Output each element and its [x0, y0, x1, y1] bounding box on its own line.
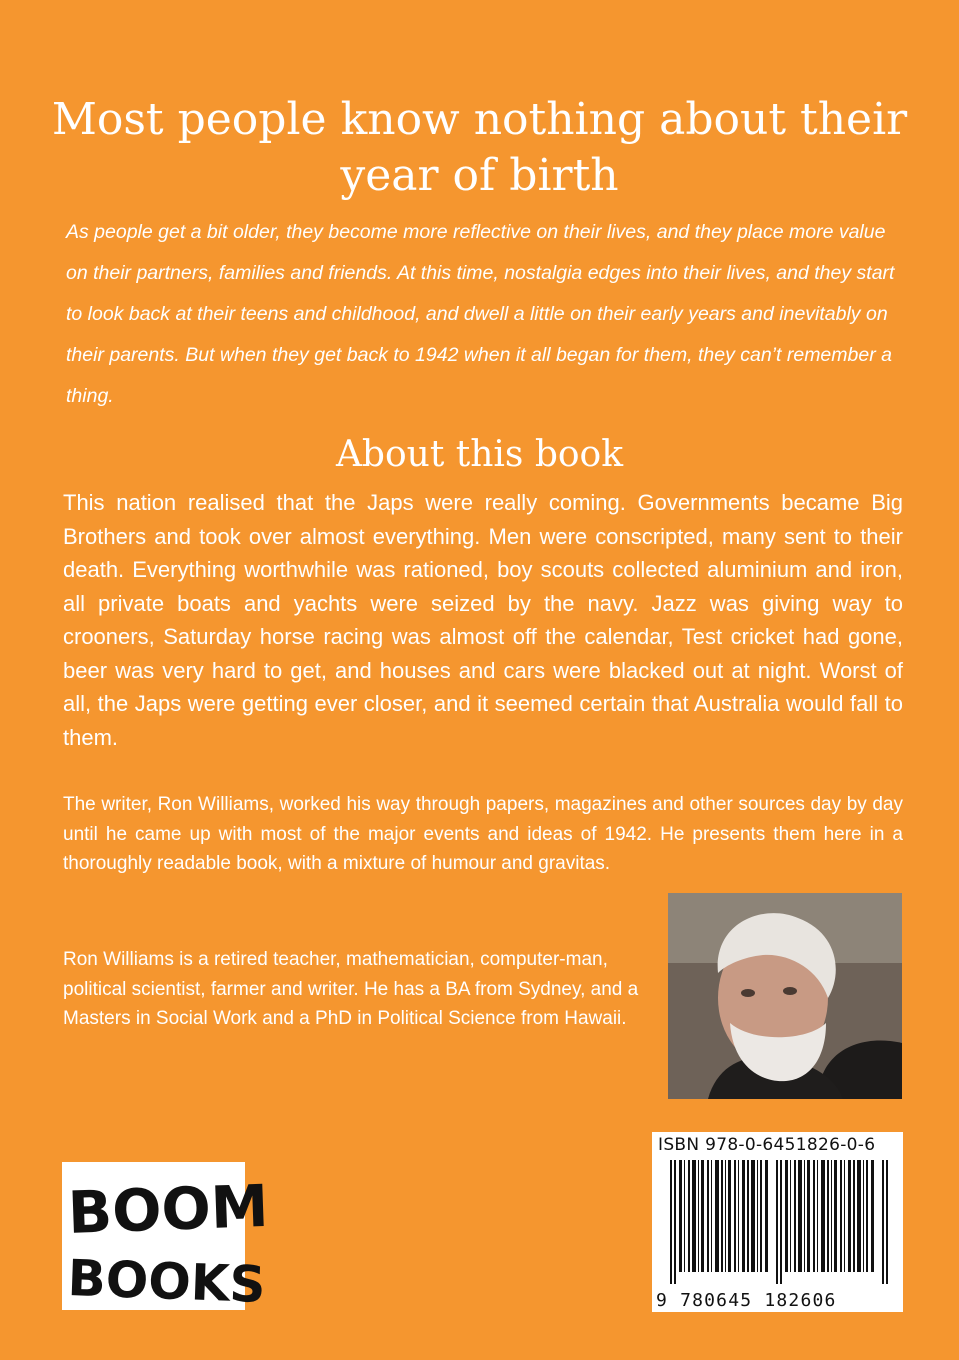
intro-paragraph: As people get a bit older, they become more reflective on their lives, and they place more value on their partners, families and friends. At this time, nostalgia edges into their lives, and they start to look back at their teens and childhood, and dwell a little on their early years and inevitably on their parents. But when they get back to 1942 when it all began for them, they can’t remember a thing.	[66, 221, 895, 407]
barcode	[652, 1132, 903, 1312]
isbn-label: ISBN 978-0-6451826-0-6	[658, 1135, 876, 1155]
writer-paragraph: The writer, Ron Williams, worked his way through papers, magazines and other sources day by day until he came up with most of the major events and ideas of 1942. He presents them here in a thoroughly readable book, with a mixture of humour and gravitas.	[63, 794, 903, 874]
barcode-digits: 9 780645 182606	[656, 1290, 837, 1311]
headline: Most people know nothing about their year of birth	[51, 94, 908, 201]
boom-books-logo	[62, 1162, 270, 1314]
barcode-icon	[670, 1160, 890, 1284]
author-bio: Ron Williams is a retired teacher, mathematician, computer-man, political scientist, farmer and writer. He has a BA from Sydney, and a Masters in Social Work and a PhD in Political Science from Hawaii.	[63, 949, 639, 1029]
publisher-logo-icon	[62, 1162, 270, 1314]
author-portrait-photo	[668, 893, 902, 1099]
about-paragraph: This nation realised that the Japs were really coming. Governments became Big Brothers and took over almost everything. Men were conscripted, many sent to their death. Everything worthwhile was rationed, boy scouts collected aluminium and iron, all private boats and yachts were seized by the navy. Jazz was giving way to crooners, Saturday horse racing was almost off the calendar, Test cricket had gone, beer was very hard to get, and houses and cars were blacked out at night. Worst of all, the Japs were getting ever closer, and it seemed certain that Australia would fall to them.	[63, 490, 903, 750]
logo-line-2: BOOKS	[66, 1249, 267, 1314]
author-portrait-icon	[668, 893, 902, 1099]
logo-line-1: BOOM	[66, 1171, 270, 1247]
section-title: About this book	[335, 434, 624, 475]
